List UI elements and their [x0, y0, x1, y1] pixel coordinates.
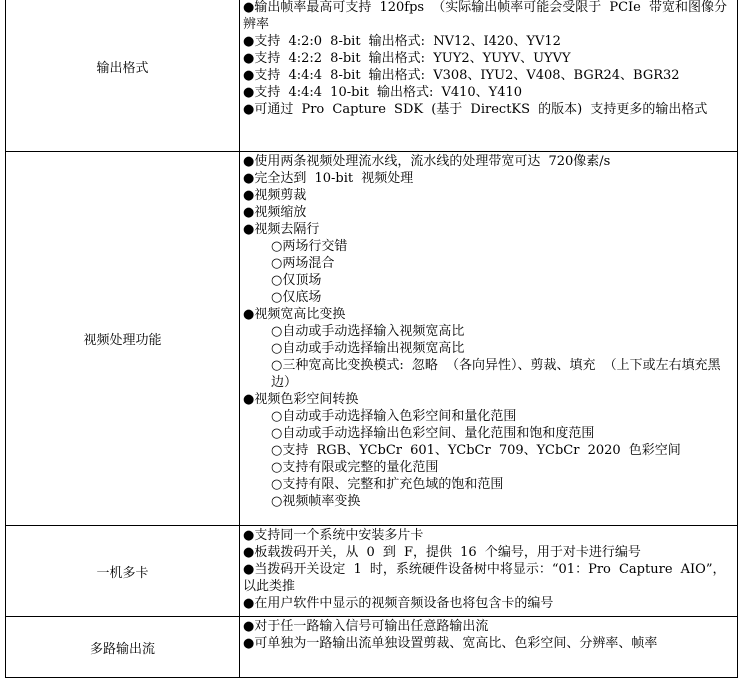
content-subline: ○视频帧率变换	[271, 494, 361, 509]
content-line: ●支持 4:2:0 8-bit 输出格式: NV12、I420、YV12	[243, 34, 561, 49]
content-subline: ○两场混合	[271, 256, 335, 271]
content-line: ●可单独为一路输出流单独设置剪裁、宽高比、色彩空间、分辨率、帧率	[243, 636, 658, 651]
content-line: ●可通过 Pro Capture SDK (基于 DirectKS 的版本) 支持更多的输出格式	[243, 102, 708, 117]
row-content	[240, 0, 738, 152]
content-line: ●完全达到 10-bit 视频处理	[243, 171, 414, 186]
spec-sheet	[5, 0, 738, 678]
content-line: ●板载拨码开关，从 0 到 F，提供 16 个编号，用于对卡进行编号	[243, 545, 641, 560]
content-line: ●视频色彩空间转换	[243, 392, 359, 407]
content-subline: ○支持有限或完整的量化范围	[271, 460, 439, 475]
content-subline: ○仅顶场	[271, 273, 322, 288]
content-subline: ○自动或手动选择输入色彩空间和量化范围	[271, 409, 517, 424]
spec-table-body	[6, 0, 738, 678]
spec-row	[6, 617, 738, 678]
spec-row	[6, 152, 738, 526]
content-subline: ○自动或手动选择输出视频宽高比	[271, 341, 465, 356]
row-content	[240, 152, 738, 526]
content-subline: ○两场行交错	[271, 239, 348, 254]
content-subline: ○仅底场	[271, 290, 322, 305]
content-line: ●对于任一路输入信号可输出任意路输出流	[243, 619, 489, 634]
content-line: ●支持 4:4:4 10-bit 输出格式: V410、Y410	[243, 85, 523, 100]
row-content	[240, 526, 738, 617]
content-subline: ○自动或手动选择输出色彩空间、量化范围和饱和度范围	[271, 426, 595, 441]
content-line: ●输出帧率最高可支持 120fps （实际输出帧率可能会受限于 PCIe 带宽和图像分辨率	[243, 0, 728, 32]
content-line: ●视频剪裁	[243, 188, 307, 203]
content-line: ●视频缩放	[243, 205, 307, 220]
content-subline: ○支持有限、完整和扩充色域的饱和范围	[271, 477, 504, 492]
content-line: ●视频去隔行	[243, 222, 320, 237]
content-subline: ○自动或手动选择输入视频宽高比	[271, 324, 465, 339]
row-label: 一机多卡	[6, 526, 240, 617]
content-line: ●支持同一个系统中安装多片卡	[243, 528, 424, 543]
content-line: ●视频宽高比变换	[243, 307, 346, 322]
row-content	[240, 617, 738, 678]
content-subline: ○支持 RGB、YCbCr 601、YCbCr 709、YCbCr 2020 色彩空间	[271, 443, 681, 458]
spec-table	[5, 0, 738, 678]
spec-row	[6, 526, 738, 617]
content-subline: ○三种宽高比变换模式: 忽略 （各向异性）、剪裁、填充 （上下或左右填充黑边）	[271, 358, 721, 390]
row-label: 视频处理功能	[6, 152, 240, 526]
content-line: ●支持 4:2:2 8-bit 输出格式: YUY2、YUYV、UYVY	[243, 51, 571, 66]
spec-row	[6, 0, 738, 152]
content-line: ●使用两条视频处理流水线，流水线的处理带宽可达 720像素/s	[243, 154, 611, 169]
content-line: ●支持 4:4:4 8-bit 输出格式: V308、IYU2、V408、BGR24、BGR32	[243, 68, 680, 83]
row-label: 输出格式	[6, 0, 240, 152]
row-label: 多路输出流	[6, 617, 240, 678]
content-line: ●在用户软件中显示的视频音频设备也将包含卡的编号	[243, 596, 554, 611]
content-line: ●当拨码开关设定 1 时，系统硬件设备树中将显示：“01：Pro Capture AIO”，以此类推	[243, 562, 726, 594]
